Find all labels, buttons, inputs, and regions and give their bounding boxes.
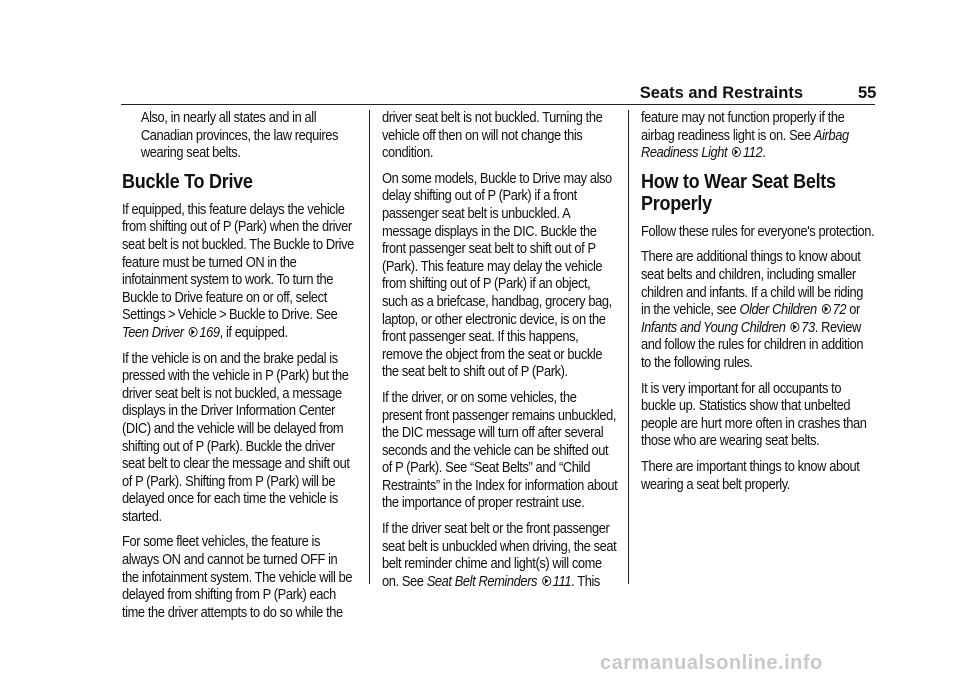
header-divider (121, 104, 875, 105)
paragraph-text: There are additional things to know about seat belts and children, including smaller children and infants. If a child will be riding in the vehicle, see (641, 249, 864, 319)
xref-older-children[interactable] (739, 302, 846, 318)
buckle-to-drive-paragraph-3: For some fleet vehicles, the feature is always ON and cannot be turned OFF in the infotainment system. The vehicle will be delayed from shifting from P (Park) each time the driver attempts to do so while the (122, 534, 353, 621)
watermark: carmanualsonline.info (600, 652, 823, 674)
page-reference-icon (542, 576, 551, 586)
paragraph: There are important things to know about wearing a seat belt properly. (641, 458, 860, 493)
column-2 (382, 110, 618, 599)
paragraph: driver seat belt is not buckled. Turning the vehicle off then on will not change this condition. (382, 110, 603, 162)
page-number: 55 (858, 84, 877, 102)
paragraph-text: feature may not function properly if the airbag readiness light is on. See (641, 110, 845, 144)
paragraph: It is very important for all occupants to buckle up. Statistics show that unbelted people are hurt more often in crashes than those who are wearing seat belts. (641, 380, 867, 450)
paragraph-text: or (849, 302, 860, 319)
xref-title: Airbag Readiness Light (641, 127, 849, 162)
paragraph: Follow these rules for everyone's protection. (641, 223, 875, 240)
page-reference-icon (790, 322, 799, 332)
buckle-to-drive-paragraph-2: If the vehicle is on and the brake pedal is pressed with the vehicle in P (Park) but the driver seat belt is not buckled, a message displays in the Driver Information Center (DIC) and the vehicle will be delayed from shifting out of P (Park). Buckle the driver seat belt to clear the message and shift out of P (Park). Shifting from P (Park) will be delayed once for each time the vehicle is started. (122, 350, 350, 525)
xref-page: 72 (832, 302, 847, 319)
paragraph-text: If equipped, this feature delays the vehicle from shifting out of P (Park) when the driver seat belt is not buckled. The Buckle to Drive feature must be turned ON in the infotainment system to work. To turn the Buckle to Drive feature on or off, select (122, 201, 354, 306)
paragraph: On some models, Buckle to Drive may also delay shifting out of P (Park) if a front passenger seat belt is unbuckled. A message displays in the DIC. Buckle the front passenger seat belt to shift out of P (Park). This feature may delay the vehicle from shifting out of P (Park) if an object, such as a briefcase, handbag, grocery bag, laptop, or other electronic device, is on the front passenger seat. If this happens, remove the object from the seat or buckle the seat belt to shift out of P (Park). (382, 170, 612, 381)
paragraph-text: If the driver seat belt or the front passenger seat belt is unbuckled when driving, the seat belt reminder chime and light(s) will come on. See (382, 521, 617, 590)
xref-title: Seat Belt Reminders (426, 573, 538, 590)
column-divider (628, 110, 629, 584)
paragraph (641, 249, 875, 372)
menu-path-settings: Settings (122, 307, 166, 324)
section-title: Seats and Restraints (639, 84, 803, 102)
buckle-to-drive-heading: Buckle To Drive (122, 170, 253, 193)
intro-paragraph: Also, in nearly all states and in all Canadian provinces, the law requires wearing seat belts. (140, 110, 339, 162)
paragraph-text: , if equipped. (219, 324, 288, 341)
menu-path-vehicle: Vehicle (177, 307, 217, 324)
xref-page: 112 (742, 145, 763, 162)
xref-page: 73 (801, 319, 815, 336)
page-reference-icon (732, 147, 741, 157)
chevron-right-icon: > (219, 307, 227, 324)
column-divider (369, 110, 370, 584)
xref-title: Teen Driver (122, 324, 184, 341)
column-1 (122, 110, 354, 630)
paragraph (382, 521, 618, 591)
xref-seat-belt-reminders[interactable] (427, 574, 571, 590)
column-3 (641, 110, 875, 502)
paragraph: If the driver, or on some vehicles, the present front passenger remains unbuckled, the DIC message will turn off after several seconds and the vehicle can be shifted out of P (Park). See “Seat Belts” and “Child Restraints” in the Index for information about the importance of proper restraint use. (382, 389, 618, 512)
buckle-to-drive-paragraph-1 (122, 202, 354, 343)
how-to-wear-heading: How to Wear Seat Belts Properly (641, 170, 836, 215)
paragraph-text: . Review and follow the rules for children in addition to the following rules. (641, 319, 864, 371)
chevron-right-icon: > (167, 307, 176, 324)
page-reference-icon (189, 327, 198, 337)
xref-title: Older Children (739, 302, 817, 319)
xref-page: 111 (552, 573, 572, 590)
xref-title: Infants and Young Children (641, 319, 786, 336)
paragraph (641, 110, 875, 163)
xref-infants-young-children[interactable] (641, 320, 815, 336)
menu-path-buckle: Buckle to Drive. See (228, 307, 338, 324)
page-reference-icon (822, 304, 831, 314)
xref-page: 169 (199, 324, 220, 341)
paragraph-text: . This (571, 573, 600, 590)
xref-teen-driver[interactable] (122, 325, 220, 341)
paragraph-text: . (762, 145, 766, 162)
